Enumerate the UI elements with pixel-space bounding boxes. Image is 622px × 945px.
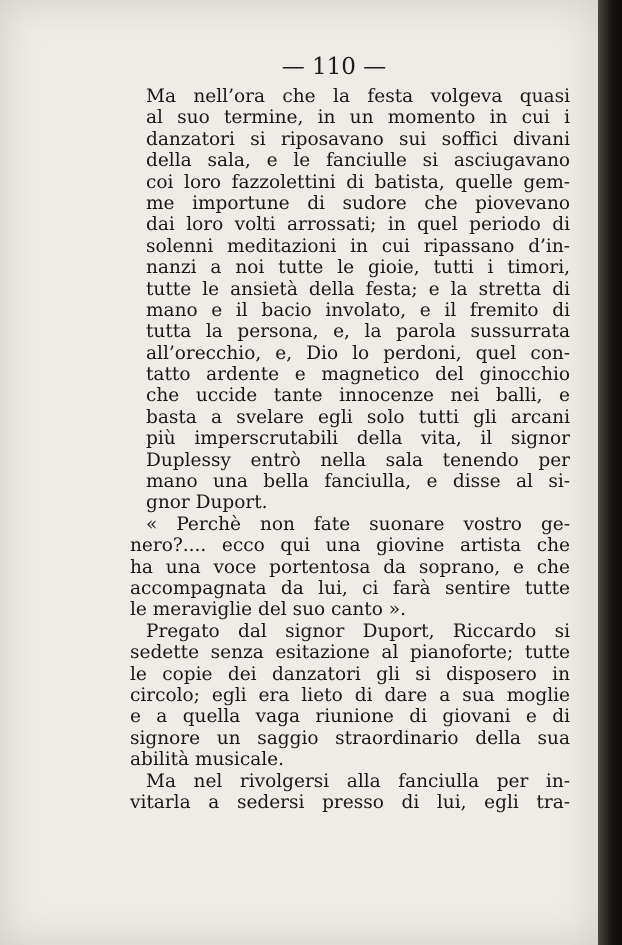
text-line: tutte le ansietà della festa; e la stretta di [146, 278, 570, 300]
text-line: Pregato dal signor Duport, Riccardo si [146, 620, 570, 642]
text-line: Ma nell’ora che la festa volgeva quasi [146, 86, 570, 107]
body-text [130, 86, 570, 813]
text-line: all’orecchio, e, Dio lo perdoni, quel con- [146, 342, 570, 364]
paragraph [130, 514, 570, 621]
text-line: tatto ardente e magnetico del ginocchio [146, 364, 570, 386]
text-line: abilità musicale. [130, 749, 284, 771]
text-line: e a quella vaga riunione di giovani e di [130, 706, 570, 728]
text-line: dai loro volti arrossati; in quel periodo di [146, 214, 570, 236]
text-line: vitarla a sedersi presso di lui, egli tra- [130, 791, 570, 813]
text-line: al suo termine, in un momento in cui i [146, 107, 570, 129]
text-line: gnor Duport. [146, 492, 268, 514]
text-line: che uccide tante innocenze nei balli, e [146, 385, 570, 407]
text-line: « Perchè non fate suonare vostro ge- [146, 513, 570, 535]
text-line: Ma nel rivolgersi alla fanciulla per in- [146, 770, 570, 792]
text-line: sedette senza esitazione al pianoforte; tutte [130, 642, 570, 664]
text-line: me importune di sudore che piovevano [146, 192, 570, 214]
text-line: solenni meditazioni in cui ripassano d’in- [146, 235, 570, 257]
text-line: mano una bella fanciulla, e disse al si- [146, 471, 570, 493]
book-spine-shadow [598, 0, 622, 945]
text-line: signore un saggio straordinario della sua [130, 727, 570, 749]
text-line: mano e il bacio involato, e il fremito di [146, 299, 570, 321]
text-line: Duplessy entrò nella sala tenendo per [146, 449, 570, 471]
text-line: accompagnata da lui, ci farà sentire tutte [130, 577, 570, 599]
text-line: le meraviglie del suo canto ». [130, 599, 406, 621]
text-line: ha una voce portentosa da soprano, e che [130, 556, 570, 578]
paragraph [130, 621, 570, 771]
text-line: le copie dei danzatori gli si disposero in [130, 663, 570, 685]
text-line: più imperscrutabili della vita, il signor [146, 428, 570, 450]
text-line: coi loro fazzolettini di batista, quelle gem- [146, 171, 570, 193]
text-line: nanzi a noi tutte le gioie, tutti i timori, [146, 257, 570, 279]
text-line: della sala, e le fanciulle si asciugavano [146, 150, 570, 172]
paragraph [130, 86, 570, 514]
text-line: basta a svelare egli solo tutti gli arcani [146, 406, 570, 428]
text-line: circolo; egli era lieto di dare a sua moglie [130, 684, 570, 706]
page-number: — 110 — [281, 54, 387, 80]
text-line: danzatori si riposavano sui soffici divani [146, 128, 570, 150]
paragraph [130, 771, 570, 814]
text-line: nero?.... ecco qui una giovine artista che [130, 535, 570, 557]
text-line: tutta la persona, e, la parola sussurrata [146, 321, 570, 343]
